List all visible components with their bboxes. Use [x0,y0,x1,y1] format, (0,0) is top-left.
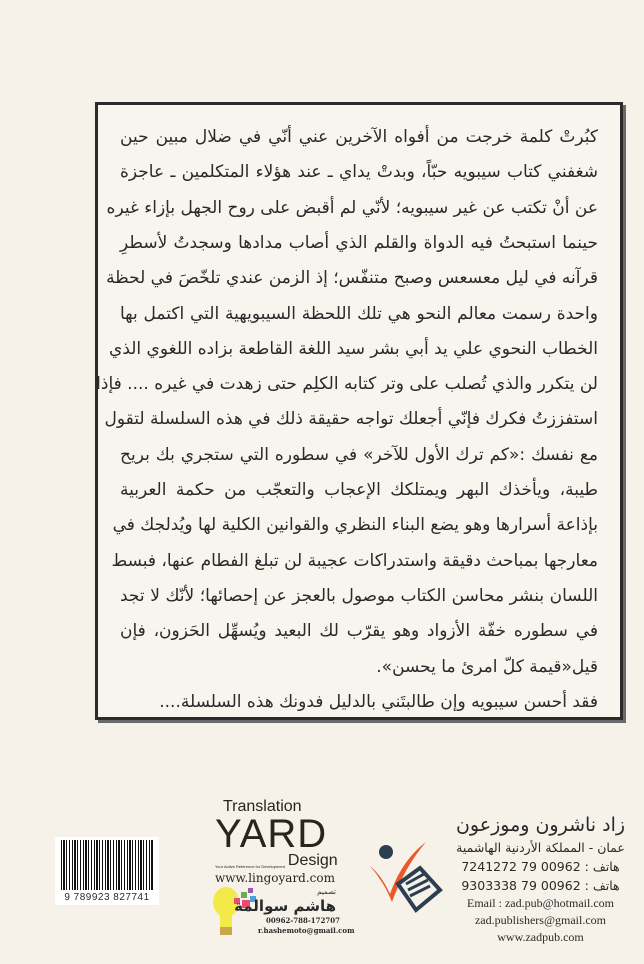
yard-main: YARD [215,812,328,856]
body-line: قرآنه في ليل معسعس وصبح متنفّس؛ إذ الزمن عندي تلخّصَ في لحظة [106,268,598,289]
barcode-bars [61,840,153,890]
designer-label: تصميم [317,888,336,896]
publisher-phone-2: هاتف : 00962 79 9303338 [461,878,620,893]
body-line: شغفني كتاب سيبويه حبّاً، وبدتْ يداي ـ عند هؤلاء المتكلمين ـ عاجزة [120,162,598,183]
body-line: عن أنْ تكتب عن غير سيبويه؛ لأنّي لم أقبض على روح الجهل بإزاء غيره [106,197,598,218]
publisher-phone-1: هاتف : 00962 79 7241272 [461,859,620,874]
yard-design: Design [287,852,338,869]
publisher-email-1[interactable]: Email : zad.pub@hotmail.com [466,896,615,910]
body-line: اللسان بنشر محاسن الكتاب موصول بالعجز عن إحصائها؛ لأنّك لا تجد [120,585,598,606]
body-line: كبُرتْ كلمة خرجت من أفواه الآخرين عني أنّي في ضلال مبين حين [120,127,598,147]
isbn-barcode [55,837,159,905]
body-line: معارجها بمباحث دقيقة واستدراكات عجيبة لن تبلغ الفطام عنها، فبسط [111,550,598,571]
publisher-name: زاد ناشرون وموزعون [455,814,626,836]
publisher-address: عمان - المملكة الأردنية الهاشمية [456,840,625,855]
designer-phone: 00962-788-172707 [266,916,340,925]
body-line: مع نفسك :«كم ترك الأول للآخر» في سطوره التي ستجري بك بريح [120,444,598,465]
body-line: فقد أحسن سيبويه وإن طالبتَني بالدليل فدونك هذه السلسلة.... [159,691,598,712]
designer-credit [234,888,358,936]
publisher-info [448,812,633,946]
publisher-website[interactable]: www.zadpub.com [497,930,584,944]
body-line: لن يتكرر والذي تُصلب على وتر كتابه الكلِم حتى زهدت في غيره .... فإذا [96,374,598,395]
publisher-email-2[interactable]: zad.publishers@gmail.com [474,913,607,927]
body-line: واحدة رسمت معالم النحو هي تلك اللحظة السيبويهية التي اكتمل بها [120,303,598,324]
body-line: في سطوره خفّة الأزواد وهو يقرّب لك البعيد ويُسهِّل الحَزون، فإن [120,621,598,642]
body-line: بإذاعة أسرارها وهو يضع البناء النظري والقوانين الكلية لها ويُدلجك في [112,515,598,536]
body-line: الخطاب النحوي علي يد أبي بشر سيد اللغة القاطعة بزاده اللغوي الذي [109,338,598,359]
isbn-number: 9 789923 827741 [64,892,150,903]
back-cover-text-box [95,102,623,720]
yard-website[interactable]: www.lingoyard.com [215,871,336,885]
yard-top: Translation [223,798,302,815]
body-line: طيبة، ويأخذك البهر ويمتلكك الإعجاب والتعجّب من حكمة العربية [120,480,598,500]
designer-email: r.hashemoto@gmail.com [258,926,355,935]
zad-publisher-logo-icon [368,838,448,916]
designer-name: هاشم سوالمة [234,897,336,915]
translation-yard-logo [215,798,338,885]
body-line: استفززتُ فكرك فإنّي أجعلك تواجه حقيقة ذلك في هذه السلسلة لتقول [104,409,598,430]
yard-tagline: Your Active Reference for Development [215,864,285,869]
body-line: قيل«قيمة كلّ امرئ ما يحسن». [376,656,598,677]
body-line: حينما استبحتُ فيه الدواة والقلم الذي أصاب مدادها وسجدتُ لأسطرِ [120,232,598,253]
